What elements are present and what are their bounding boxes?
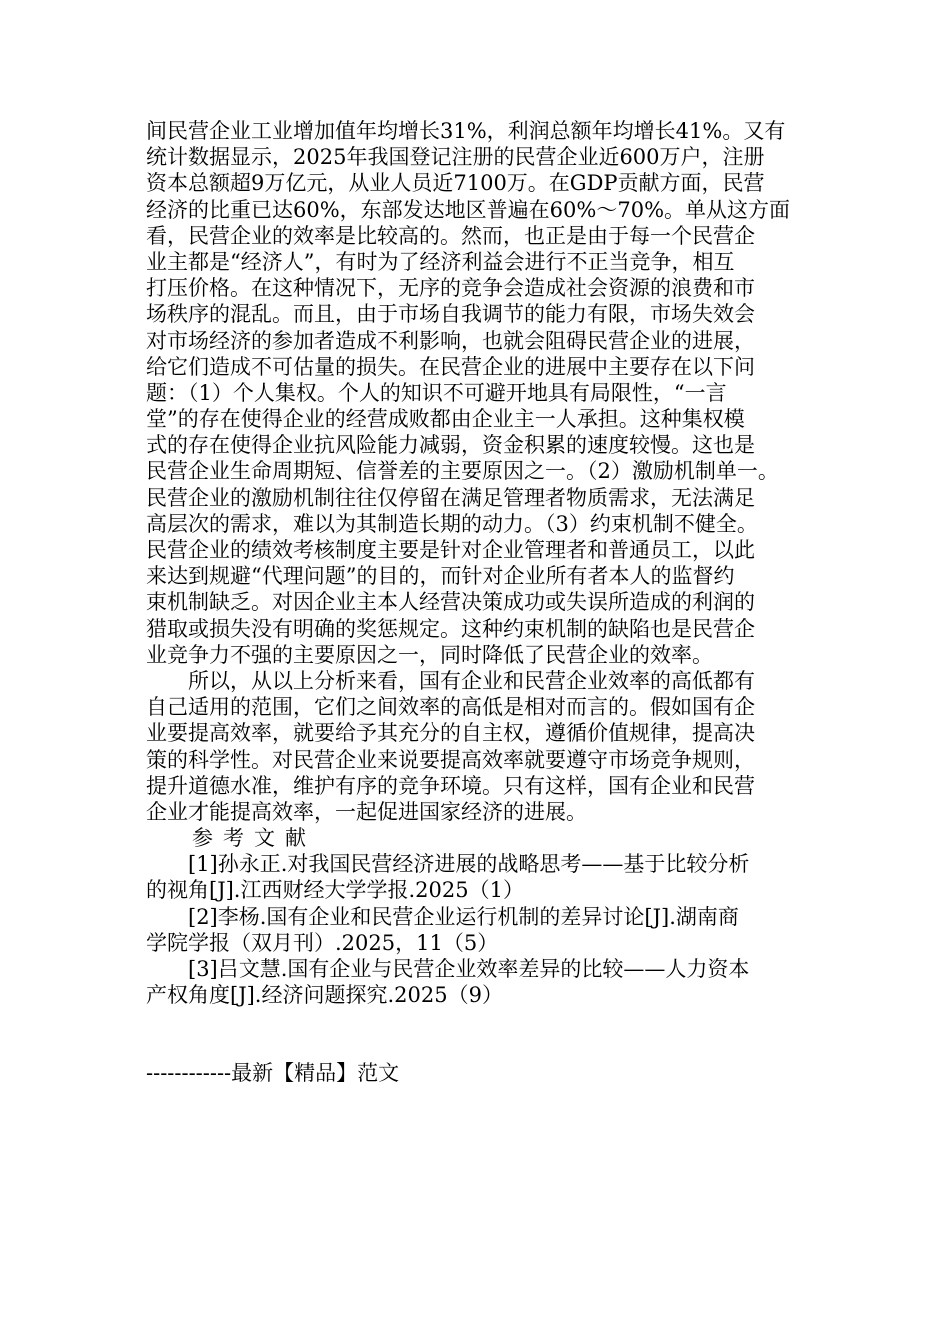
text-line: 策的科学性。对民营企业来说要提高效率就要遵守市场竞争规则，	[146, 747, 755, 772]
text-line: 给它们造成不可估量的损失。在民营企业的进展中主要存在以下问	[146, 354, 755, 379]
reference-item	[146, 956, 814, 1008]
text-line: 堂”的存在使得企业的经营成败都由企业主一人承担。这种集权模	[146, 407, 745, 432]
text-line: 题：（1）个人集权。个人的知识不可避开地具有局限性，“一言	[146, 380, 727, 405]
text-line: 间民营企业工业增加值年均增长31%，利润总额年均增长41%。又有	[146, 119, 786, 143]
reference-line: [1]孙永正.对我国民营经济进展的战略思考——基于比较分析	[188, 852, 750, 877]
reference-item	[146, 904, 814, 956]
text-line: 业主都是“经济人”，有时为了经济利益会进行不正当竞争，相互	[146, 249, 735, 274]
text-line: 来达到规避“代理问题”的目的，而针对企业所有者本人的监督约	[146, 564, 735, 589]
text-line: 统计数据显示，2025年我国登记注册的民营企业近600万户，注册	[146, 145, 765, 170]
text-line: 自己适用的范围，它们之间效率的高低是相对而言的。假如国有企	[146, 695, 755, 720]
text-line: 对市场经济的参加者造成不利影响，也就会阻碍民营企业的进展，	[146, 328, 755, 353]
text-line: 所以，从以上分析来看，国有企业和民营企业效率的高低都有	[188, 668, 755, 693]
text-line: 场秩序的混乱。而且，由于市场自我调节的能力有限，市场失效会	[146, 302, 755, 327]
text-line: 业竞争力不强的主要原因之一，同时降低了民营企业的效率。	[146, 642, 713, 667]
text-line: 提升道德水准，维护有序的竞争环境。只有这样，国有企业和民营	[146, 773, 755, 798]
text-line: 式的存在使得企业抗风险能力减弱，资金积累的速度较慢。这也是	[146, 433, 755, 458]
body-paragraph	[146, 118, 814, 668]
text-line: 束机制缺乏。对因企业主本人经营决策成功或失误所造成的利润的	[146, 590, 755, 615]
reference-line: 学院学报（双月刊）.2025，11（5）	[146, 930, 499, 955]
text-line: 民营企业生命周期短、信誉差的主要原因之一。（2）激励机制单一。	[146, 459, 779, 484]
conclusion-paragraph	[146, 668, 814, 825]
document-page	[146, 118, 814, 1087]
text-line: 民营企业的绩效考核制度主要是针对企业管理者和普通员工，以此	[146, 538, 755, 562]
reference-item	[146, 851, 814, 903]
reference-line: [3]吕文慧.国有企业与民营企业效率差异的比较——人力资本	[188, 957, 750, 981]
text-line: 看，民营企业的效率是比较高的。然而，也正是由于每一个民营企	[146, 223, 755, 248]
text-line: 猎取或损失没有明确的奖惩规定。这种约束机制的缺陷也是民营企	[146, 616, 755, 641]
reference-line: [2]李杨.国有企业和民营企业运行机制的差异讨论[J].湖南商	[188, 904, 739, 929]
text-line: 经济的比重已达60%，东部发达地区普遍在60%～70%。单从这方面	[146, 197, 791, 222]
references-list	[146, 851, 814, 1008]
reference-line: 产权角度[J].经济问题探究.2025（9）	[146, 983, 503, 1008]
text-line: 企业才能提高效率，一起促进国家经济的进展。	[146, 799, 587, 824]
references-heading: 参考文献	[192, 826, 316, 851]
reference-line: 的视角[J].江西财经大学学报.2025（1）	[146, 878, 524, 903]
text-line: 民营企业的激励机制往往仅停留在满足管理者物质需求，无法满足	[146, 485, 755, 510]
footer-text: ------------最新【精品】范文	[146, 1061, 400, 1086]
text-line: 打压价格。在这种情况下，无序的竞争会造成社会资源的浪费和市	[146, 276, 755, 301]
text-line: 高层次的需求，难以为其制造长期的动力。（3）约束机制不健全。	[146, 511, 758, 536]
spacer	[146, 1008, 814, 1060]
text-line: 业要提高效率，就要给予其充分的自主权，遵循价值规律，提高决	[146, 721, 755, 746]
text-line: 资本总额超9万亿元，从业人员近7100万。在GDP贡献方面，民营	[146, 171, 765, 196]
